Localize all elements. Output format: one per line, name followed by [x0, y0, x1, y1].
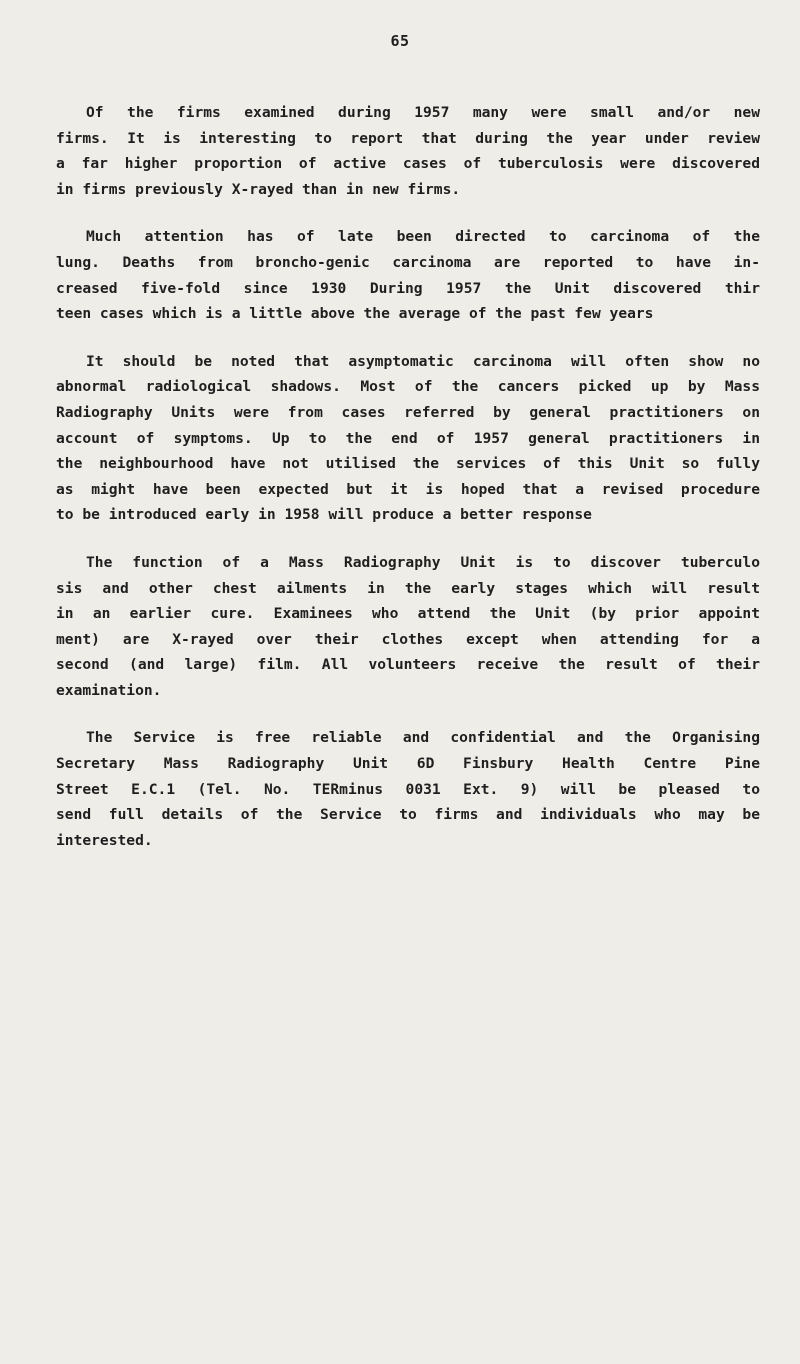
- text-line: Street E.C.1 (Tel. No. TERminus 0031 Ext. 9) will be pleased to: [56, 780, 760, 798]
- text-line: to be introduced early in 1958 will produce a better response: [56, 506, 592, 524]
- text-line: examination.: [56, 681, 162, 699]
- text-line: sis and other chest ailments in the early stages which will result: [56, 579, 760, 597]
- text-line: creased five-fold since 1930 During 1957 the Unit discovered thir: [56, 279, 760, 297]
- paragraph-firms-examined: [56, 100, 760, 202]
- paragraph-function: [56, 550, 760, 704]
- text-line: Radiography Units were from cases referred by general practitioners on: [56, 403, 760, 421]
- paragraph-asymptomatic: [56, 349, 760, 528]
- text-line: The Service is free reliable and confidential and the Organising: [86, 729, 760, 747]
- text-line: in an earlier cure. Examinees who attend the Unit (by prior appoint: [56, 605, 760, 623]
- text-line: Much attention has of late been directed to carcinoma of the: [86, 228, 760, 246]
- text-line: as might have been expected but it is hoped that a revised procedure: [56, 480, 760, 498]
- text-line: in firms previously X-rayed than in new firms.: [56, 180, 461, 198]
- page-number: 65: [390, 32, 410, 50]
- text-line: Secretary Mass Radiography Unit 6D Finsbury Health Centre Pine: [56, 755, 760, 773]
- text-line: second (and large) film. All volunteers receive the result of their: [56, 656, 760, 674]
- text-line: Of the firms examined during 1957 many were small and/or new: [86, 104, 760, 121]
- paragraph-carcinoma: [56, 224, 760, 326]
- text-line: It should be noted that asymptomatic carcinoma will often show no: [86, 352, 760, 370]
- text-line: account of symptoms. Up to the end of 1957 general practitioners in: [56, 429, 760, 447]
- paragraph-service: [56, 725, 760, 853]
- text-line: a far higher proportion of active cases of tuberculosis were discovered: [56, 155, 760, 173]
- text-line: send full details of the Service to firms and individuals who may be: [56, 806, 760, 824]
- text-line: firms. It is interesting to report that during the year under review: [56, 129, 760, 147]
- text-line: abnormal radiological shadows. Most of the cancers picked up by Mass: [56, 378, 760, 396]
- text-line: interested.: [56, 831, 153, 849]
- text-line: lung. Deaths from broncho-genic carcinoma are reported to have in-: [56, 253, 760, 271]
- body-text: [56, 100, 760, 875]
- text-line: the neighbourhood have not utilised the services of this Unit so fully: [56, 455, 760, 473]
- text-line: ment) are X-rayed over their clothes except when attending for a: [56, 630, 760, 648]
- text-line: teen cases which is a little above the average of the past few years: [56, 305, 654, 323]
- text-line: The function of a Mass Radiography Unit is to discover tuberculo: [86, 553, 760, 571]
